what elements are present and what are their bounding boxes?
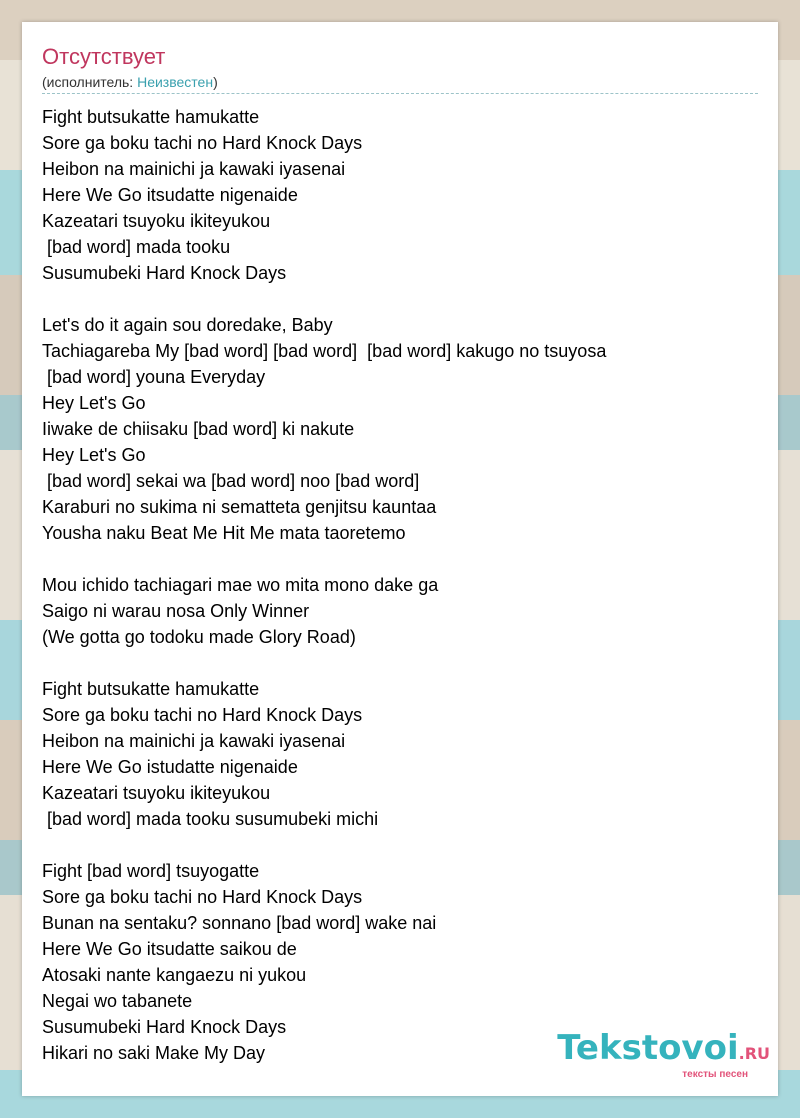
lyric-line: [bad word] mada tooku susumubeki michi: [42, 809, 379, 829]
logo-tagline: тексты песен: [682, 1069, 748, 1080]
artist-line: [42, 74, 218, 90]
lyric-line: Let's do it again sou doredake, Baby: [42, 315, 333, 335]
lyric-line: [bad word] youna Everyday: [42, 367, 266, 387]
lyric-line: Sore ga boku tachi no Hard Knock Days: [42, 133, 363, 153]
lyric-line: Iiwake de chiisaku [bad word] ki nakute: [42, 419, 355, 439]
artist-link[interactable]: Неизвестен: [137, 74, 214, 90]
lyric-line: Hey Let's Go: [42, 445, 146, 465]
lyric-line: (We gotta go todoku made Glory Road): [42, 627, 356, 647]
song-title: Отсутствует: [42, 44, 166, 69]
artist-label: (исполнитель:: [42, 74, 138, 90]
lyrics-page: [22, 22, 778, 1096]
lyric-line: [bad word] sekai wa [bad word] noo [bad word]: [42, 471, 420, 491]
lyric-line: Here We Go istudatte nigenaide: [42, 757, 298, 777]
lyric-line: [42, 832, 758, 858]
lyric-line: [42, 546, 758, 572]
lyric-line: Heibon na mainichi ja kawaki iyasenai: [42, 159, 346, 179]
lyric-line: Mou ichido tachiagari mae wo mita mono dake ga: [42, 575, 439, 595]
lyric-line: Saigo ni warau nosa Only Winner: [42, 601, 310, 621]
lyric-line: [42, 650, 758, 676]
lyric-line: Fight butsukatte hamukatte: [42, 107, 260, 127]
lyric-line: Yousha naku Beat Me Hit Me mata taoretemo: [42, 523, 406, 543]
logo-name: Tekstovoi: [557, 1028, 739, 1068]
lyric-line: Fight butsukatte hamukatte: [42, 679, 260, 699]
artist-close: ): [213, 74, 218, 90]
lyric-line: Susumubeki Hard Knock Days: [42, 263, 287, 283]
logo-suffix: .RU: [738, 1044, 770, 1063]
lyric-line: Kazeatari tsuyoku ikiteyukou: [42, 211, 271, 231]
lyric-line: Karaburi no sukima ni sematteta genjitsu kauntaa: [42, 497, 437, 517]
lyric-line: Here We Go itsudatte nigenaide: [42, 185, 298, 205]
lyric-line: Heibon na mainichi ja kawaki iyasenai: [42, 731, 346, 751]
lyric-line: [42, 286, 758, 312]
logo-wordmark: [557, 1030, 770, 1072]
header-divider: [42, 93, 758, 94]
site-logo[interactable]: [557, 1030, 770, 1080]
lyric-line: Kazeatari tsuyoku ikiteyukou: [42, 783, 271, 803]
lyric-line: Negai wo tabanete: [42, 991, 193, 1011]
lyric-line: Hey Let's Go: [42, 393, 146, 413]
lyric-line: Here We Go itsudatte saikou de: [42, 939, 297, 959]
lyric-line: [bad word] mada tooku: [42, 237, 231, 257]
lyric-line: Susumubeki Hard Knock Days: [42, 1017, 287, 1037]
lyric-line: Bunan na sentaku? sonnano [bad word] wake nai: [42, 913, 437, 933]
lyric-line: Sore ga boku tachi no Hard Knock Days: [42, 887, 363, 907]
lyric-line: Hikari no saki Make My Day: [42, 1043, 266, 1063]
lyric-line: Atosaki nante kangaezu ni yukou: [42, 965, 307, 985]
lyrics-text: [42, 104, 758, 1066]
lyric-line: Sore ga boku tachi no Hard Knock Days: [42, 705, 363, 725]
lyric-line: Fight [bad word] tsuyogatte: [42, 861, 260, 881]
lyric-line: Tachiagareba My [bad word] [bad word] [bad word] kakugo no tsuyosa: [42, 341, 607, 361]
